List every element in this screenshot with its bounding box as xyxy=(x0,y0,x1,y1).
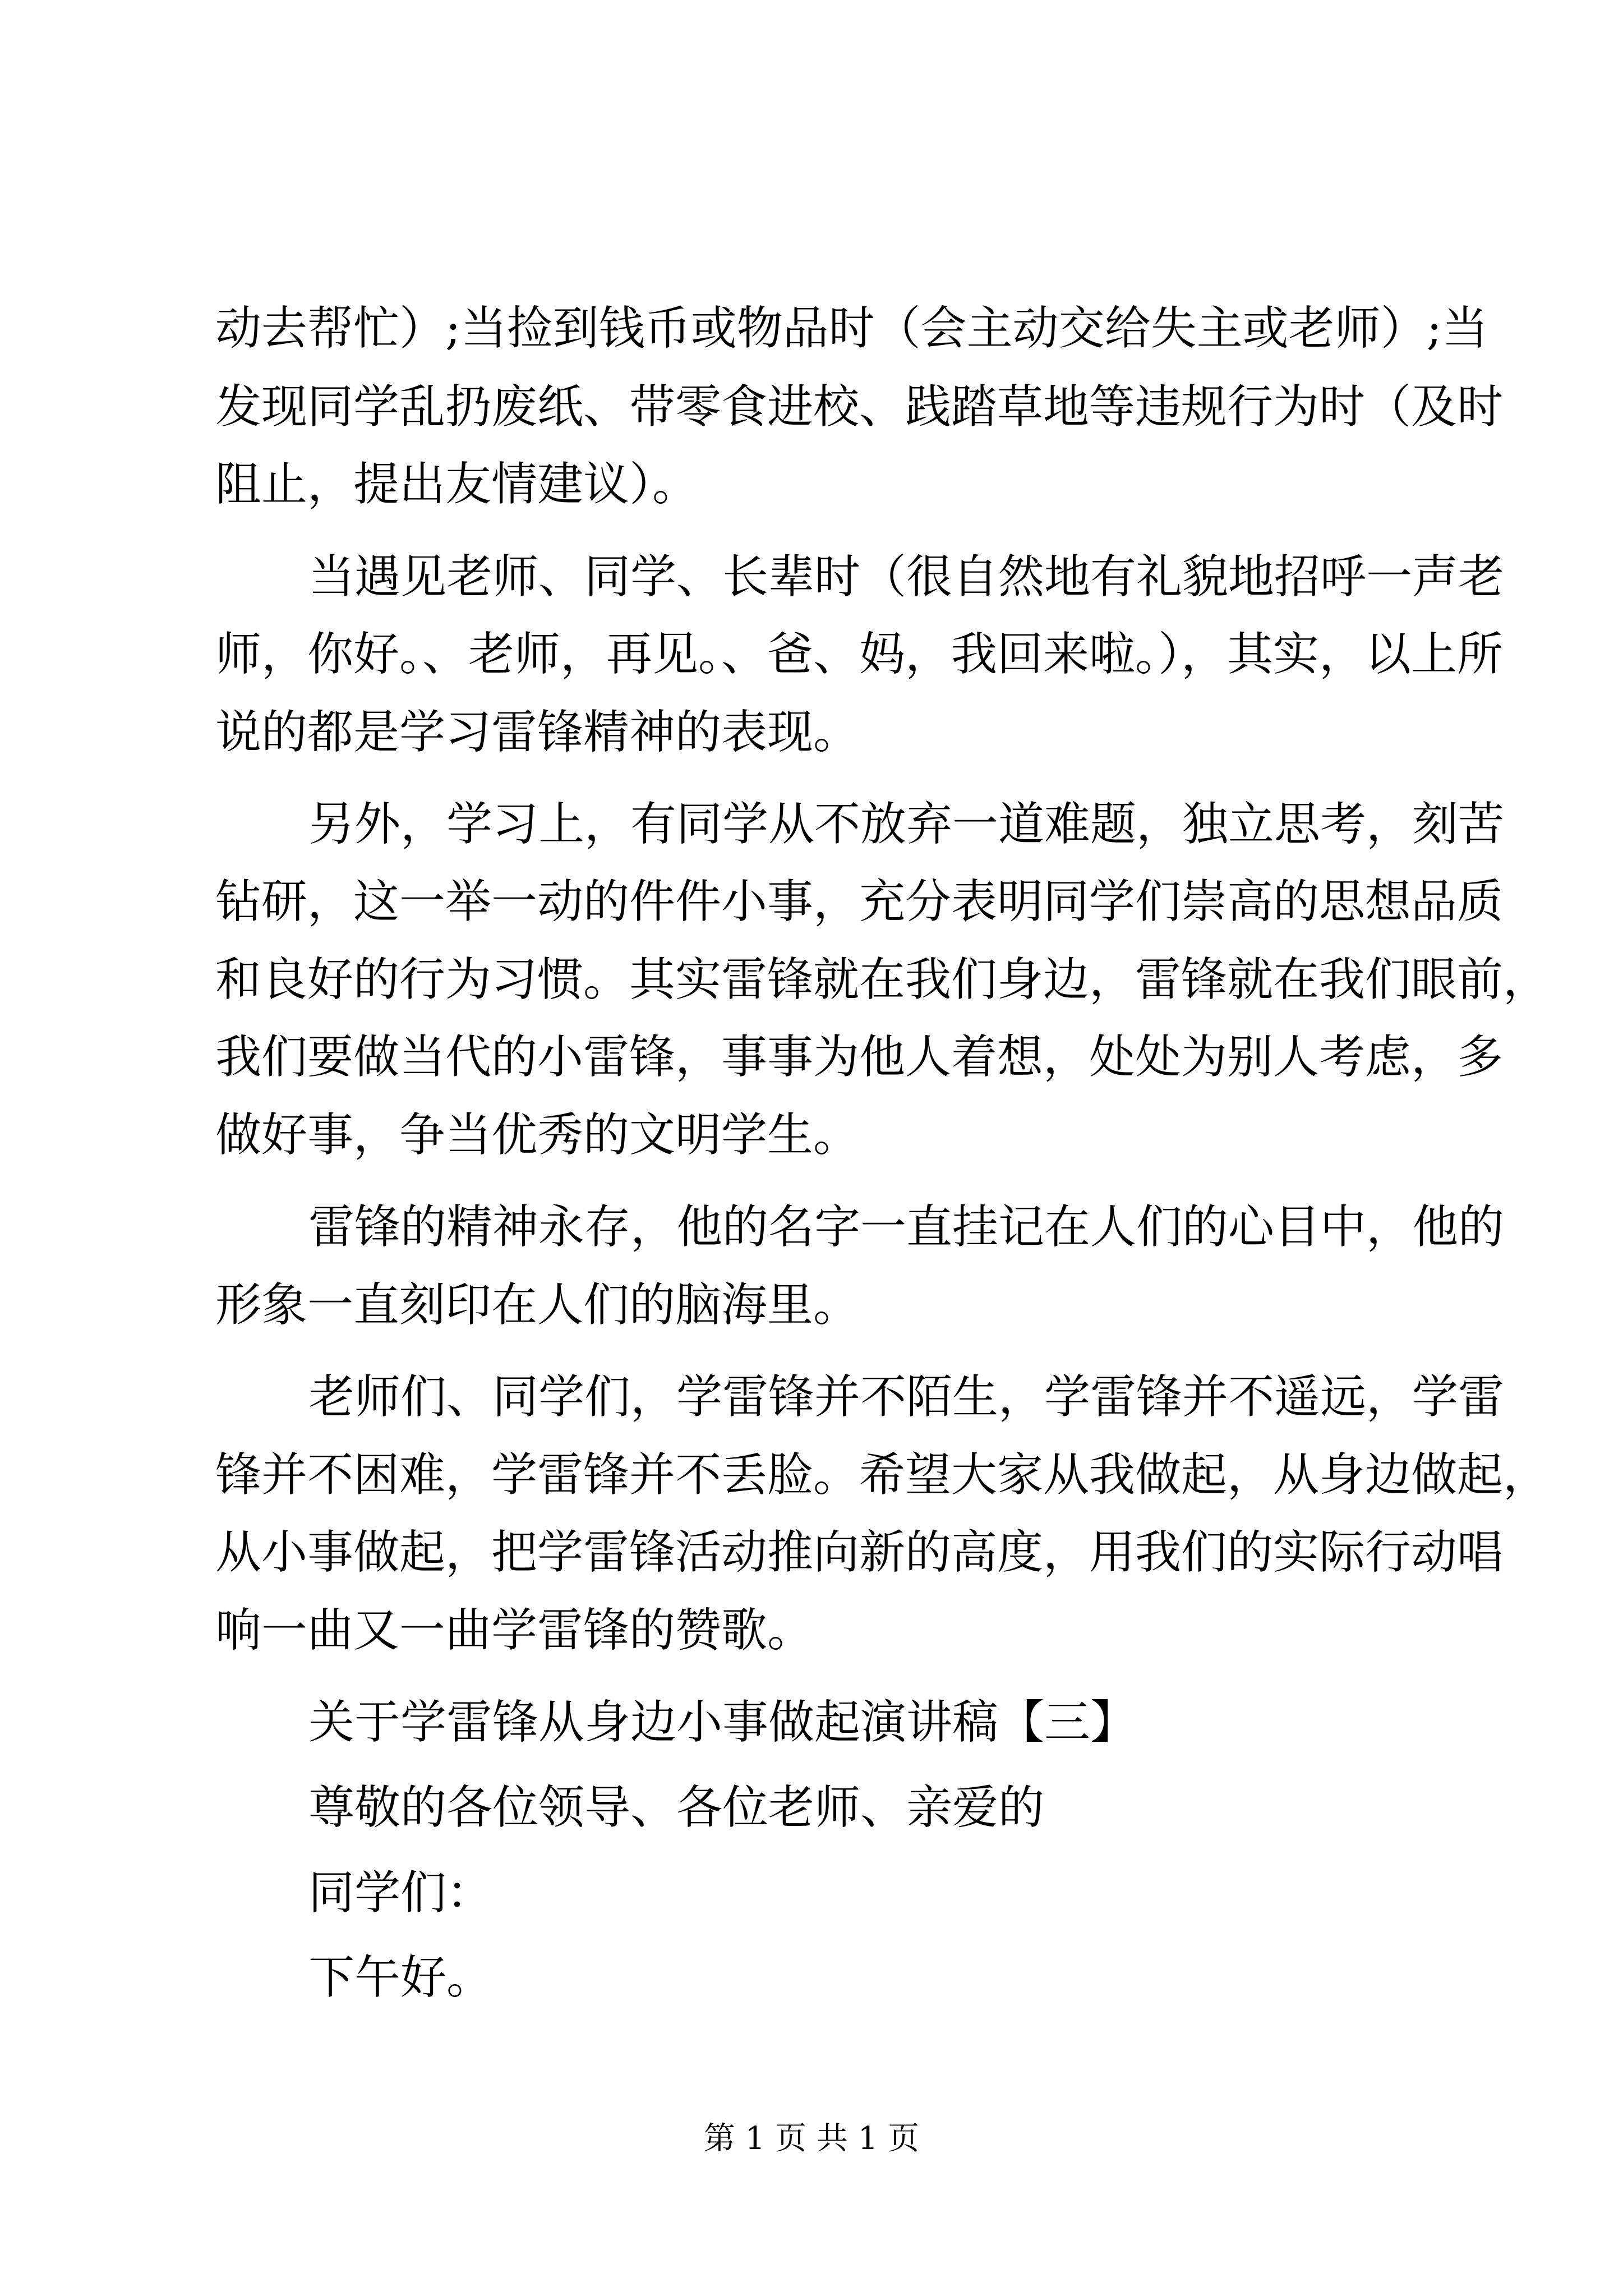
paragraph-3-line-2: 钻研，这一举一动的件件小事，充分表明同学们崇高的思想品质 xyxy=(215,875,1504,928)
paragraph-1-line-3: 阻止，提出友情建议）。 xyxy=(215,458,699,511)
section-title: 关于学雷锋从身边小事做起演讲稿【三】 xyxy=(308,1696,1137,1749)
paragraph-5-line-2: 锋并不困难，学雷锋并不丢脸。希望大家从我做起，从身边做起， xyxy=(215,1448,1550,1502)
greeting: 下午好。 xyxy=(308,1951,493,2004)
paragraph-2-line-2: 师，你好。、老师，再见。、爸、妈，我回来啦。），其实，以上所 xyxy=(215,628,1504,681)
paragraph-3-line-1: 另外，学习上，有同学从不放弃一道难题，独立思考，刻苦 xyxy=(308,798,1505,851)
paragraph-3-line-5: 做好事，争当优秀的文明学生。 xyxy=(215,1108,860,1162)
paragraph-5-line-3: 从小事做起，把学雷锋活动推向新的高度，用我们的实际行动唱 xyxy=(215,1526,1504,1579)
paragraph-5-line-1: 老师们、同学们，学雷锋并不陌生，学雷锋并不遥远，学雷 xyxy=(308,1370,1505,1424)
paragraph-3-line-4: 我们要做当代的小雷锋，事事为他人着想，处处为别人考虑，多 xyxy=(215,1030,1504,1084)
paragraph-2-line-3: 说的都是学习雷锋精神的表现。 xyxy=(215,706,860,759)
paragraph-5-line-4: 响一曲又一曲学雷锋的赞歌。 xyxy=(215,1604,814,1657)
paragraph-1-line-2: 发现同学乱扔废纸、带零食进校、践踏草地等违规行为时（及时 xyxy=(215,380,1504,434)
paragraph-1-line-1: 动去帮忙）;当捡到钱币或物品时（会主动交给失主或老师）;当 xyxy=(215,302,1488,355)
page-footer: 第 1 页 共 1 页 xyxy=(703,2120,920,2157)
salutation-line-1: 尊敬的各位领导、各位老师、亲爱的 xyxy=(308,1781,1045,1834)
paragraph-4-line-1: 雷锋的精神永存，他的名字一直挂记在人们的心目中，他的 xyxy=(308,1200,1505,1254)
paragraph-2-line-1: 当遇见老师、同学、长辈时（很自然地有礼貌地招呼一声老 xyxy=(308,550,1505,604)
salutation-line-2: 同学们： xyxy=(308,1866,493,1920)
paragraph-3-line-3: 和良好的行为习惯。其实雷锋就在我们身边，雷锋就在我们眼前， xyxy=(215,953,1550,1006)
paragraph-4-line-2: 形象一直刻印在人们的脑海里。 xyxy=(215,1278,860,1332)
